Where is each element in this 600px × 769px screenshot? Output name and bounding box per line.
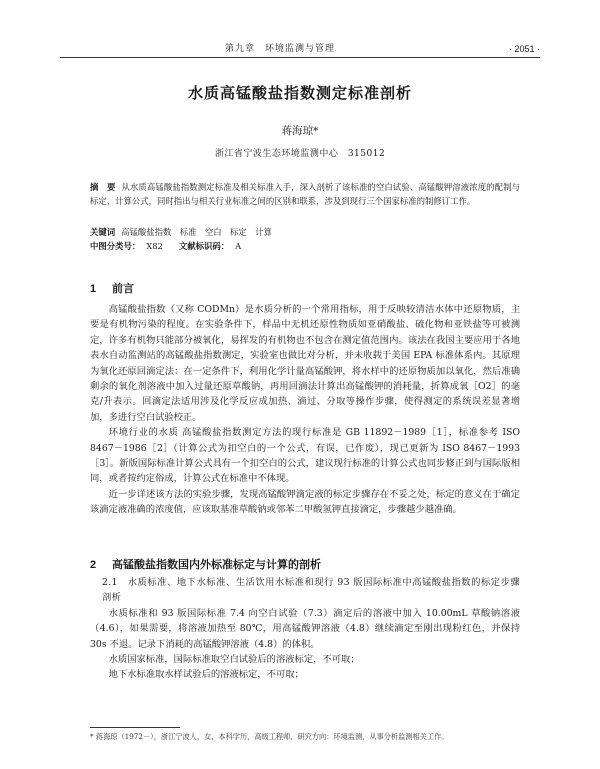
paragraph: 高锰酸盐指数（又称 CODMn）是水质分析的一个常用指标，用于反映较清洁水体中还原物质，主要是有机物污染的程度。在实验条件下，样品中无机还原性物质如亚硝酸盐、硫化物和亚铁盐等可被测定，许多有机物只能部分被氧化，易挥发的有机物也不包含在测定值范围内。该法在我国主要应用于各地表水自动监测站的高锰酸盐指数测定，实验室也做比对分析，并未收载于美国 EPA 标准体系内。其原理为氧化还原回滴定法：在一定条件下，利用化学计量高锰酸钾，将水样中的还原物质加以氧化，然后准确剩余的氧化剂溶液中加入过量还原草酸钠，再用回滴法计算出高锰酸钾的消耗量，折算成氧［O2］的毫克/升表示。回滴定法适用涉及化学反应成加热、滴过、分取等操作步骤，使得测定的系统误差显著增加，多进行空白试验校正。 <box>90 304 520 423</box>
section-1-body <box>90 302 520 518</box>
section-number: 1 <box>90 283 97 295</box>
section-title: 高锰酸盐指数国内外标准标定与计算的剖析 <box>112 559 321 571</box>
running-header-section: 第九章 环境监测与管理 <box>225 44 336 54</box>
paragraph: 近一步详述该方法的实验步骤，发现高锰酸钾滴定液的标定步骤存在不妥之处，标定的意义在于确定该滴定液准确的浓度值，应该取基准草酸钠或邻苯二甲酸氢钾直接滴定，步骤越少越准确。 <box>90 488 520 516</box>
paragraph: 环境行业的水质 高锰酸盐指数测定方法的现行标准是 GB 11892－1989［1］，标准参考 ISO 8467－1986［2］（计算公式为扣空白的一个公式，有误，已作废），现已更新为 ISO 8467－1993［3］。新版国际标准计算公式具有一个扣空白的公式，建议现行标准的计算公式也同步修正到与国际版相同，或者按约定俗成，计算公式在标准中不体现。 <box>90 427 520 485</box>
section-number: 2 <box>90 559 97 571</box>
section-2-body <box>90 575 520 683</box>
section-title: 前言 <box>112 283 134 295</box>
running-header <box>60 42 540 56</box>
article-author: 蒋海琼* <box>281 125 319 137</box>
keywords <box>90 226 520 239</box>
paragraph: 地下水标准取水样试验后的溶液标定，不可取； <box>108 669 304 681</box>
article-title: 水质高锰酸盐指数测定标准剖析 <box>187 85 412 102</box>
subsection-heading: 2.1 水质标准、地下水标准、生活饮用水标准和现行 93 版国际标准中高锰酸盐指数的标定步骤剖析 <box>102 577 520 604</box>
doc-code-value: A <box>235 241 242 251</box>
paragraph: 水质标准和 93 版国际标准 7.4 向空白试验（7.3）滴定后的溶液中加入 10.00mL 草酸钠溶液（4.6），如果需要，将溶液加热至 80℃，用高锰酸钾溶液（4.8）继续滴定至刚出现粉红色，并保持 30s 不退。记录下消耗的高锰酸钾溶液（4.8）的体积。 <box>90 607 520 650</box>
doc-code-label: 文献标识码： <box>178 241 230 251</box>
header-rule <box>60 57 540 58</box>
footnote: * 蒋海琼（1972－），浙江宁波人，女，本科学历，高级工程师，研究方向：环境监测，从事分析监测相关工作。 <box>90 732 449 741</box>
keywords-label: 关键词 <box>90 227 116 237</box>
page-number: · 2051 · <box>508 44 540 54</box>
abstract-text: 从水质高锰酸盐指数测定标准及相关标准入手，深入剖析了该标准的空白试验、高锰酸钾溶液浓度的配制与标定、计算公式，同时指出与相关行业标准之间的区别和联系，涉及到现行三个国家标准的制修订工作。 <box>90 182 521 206</box>
clc-value: X82 <box>146 241 163 251</box>
section-heading-1 <box>90 282 134 296</box>
abstract <box>90 181 520 208</box>
abstract-label: 摘 要 <box>90 182 116 192</box>
paragraph: 水质国家标准，国际标准取空白试验后的溶液标定，不可取； <box>108 654 360 666</box>
clc-label: 中图分类号： <box>90 241 141 251</box>
keywords-text: 高锰酸盐指数 标准 空白 标定 计算 <box>121 227 272 237</box>
article-affiliation: 浙江省宁波生态环境监测中心 315012 <box>214 149 386 159</box>
classification-line <box>90 240 520 253</box>
section-heading-2 <box>90 558 321 572</box>
footnote-rule <box>90 727 180 728</box>
